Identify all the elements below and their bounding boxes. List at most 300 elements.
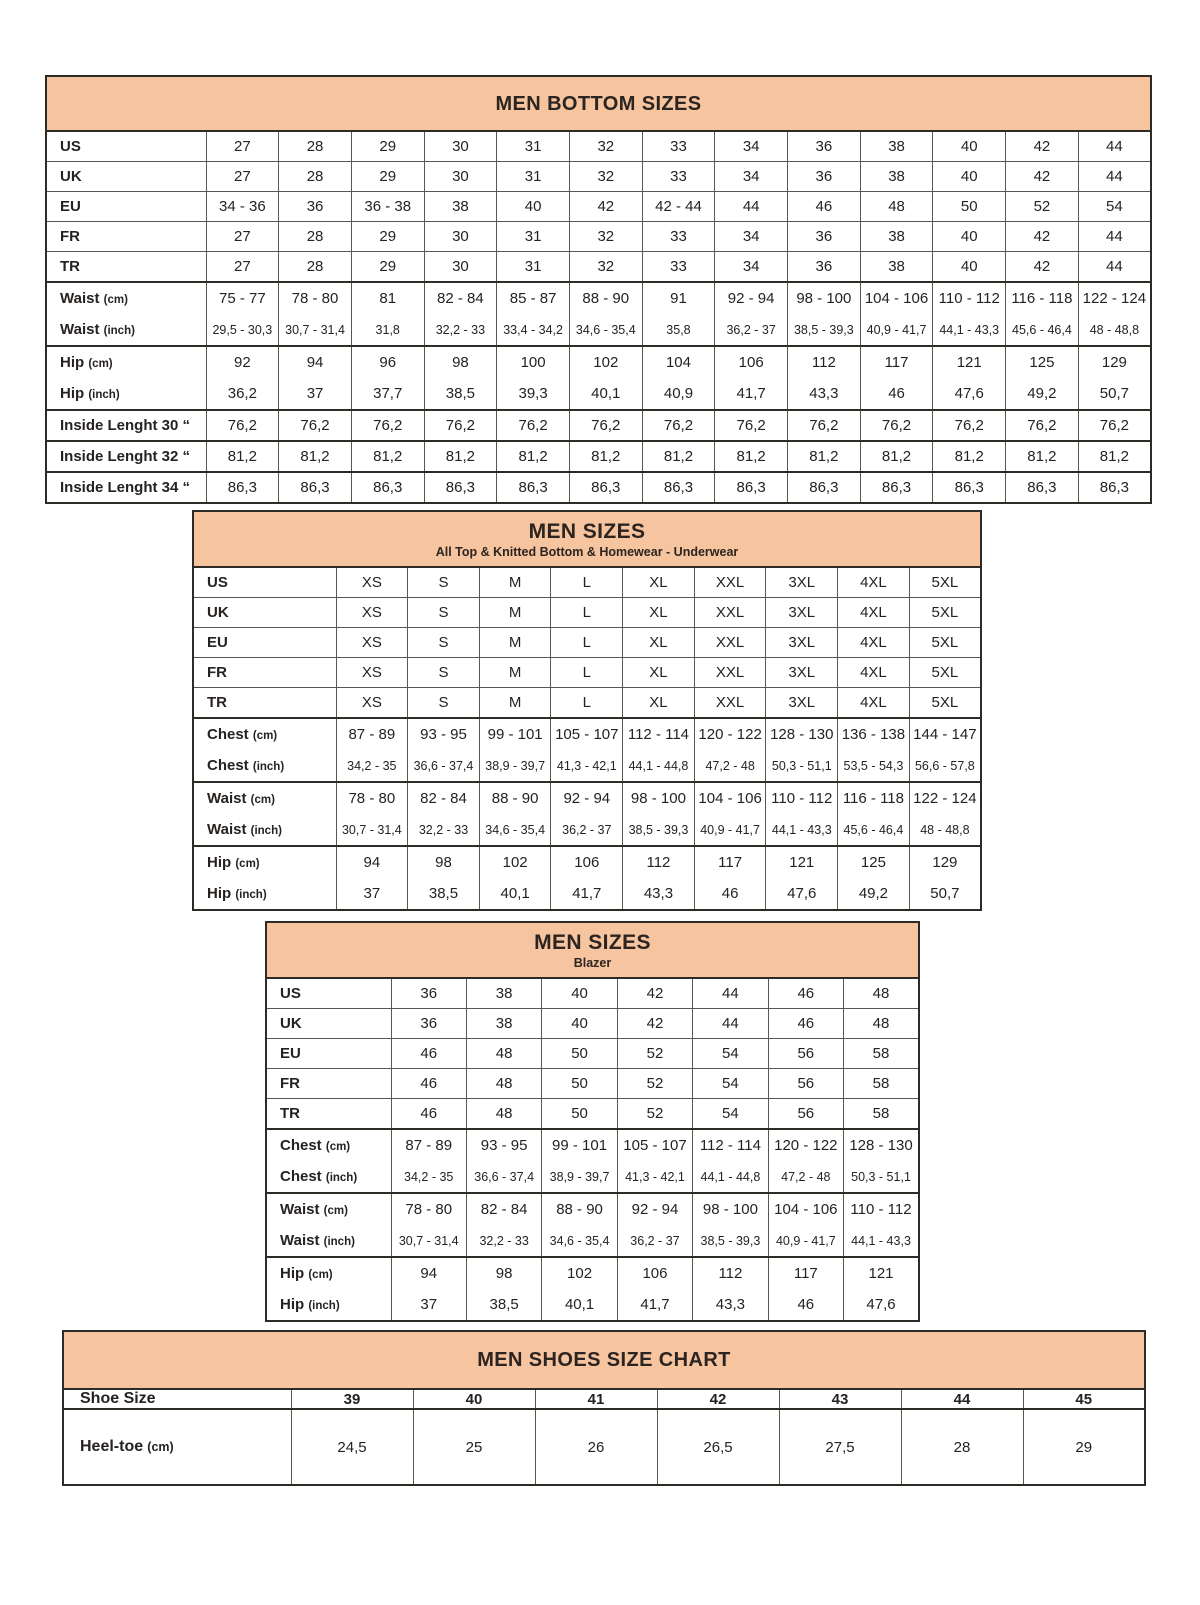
row-unit-label: (inch) xyxy=(88,389,120,401)
value-cell: 86,3 xyxy=(569,472,642,503)
value-cell: 81,2 xyxy=(788,441,861,472)
value-cell: 38,5 xyxy=(408,878,480,910)
table-row xyxy=(46,378,1151,410)
value-cell: 112 xyxy=(693,1257,768,1289)
value-cell: 81,2 xyxy=(933,441,1006,472)
value-cell: 5XL xyxy=(909,688,981,719)
value-cell: 44,1 - 43,3 xyxy=(766,814,838,846)
value-cell: 49,2 xyxy=(838,878,910,910)
value-cell: M xyxy=(479,598,551,628)
table-row xyxy=(193,718,981,750)
value-cell: 31 xyxy=(497,131,570,162)
value-cell: S xyxy=(408,628,480,658)
value-cell: 81,2 xyxy=(1078,441,1151,472)
value-cell: 76,2 xyxy=(497,410,570,441)
value-cell: 32 xyxy=(569,252,642,283)
value-cell: 35,8 xyxy=(642,314,715,346)
value-cell: 58 xyxy=(844,1099,919,1130)
row-label xyxy=(46,131,206,162)
value-cell: 75 - 77 xyxy=(206,282,279,314)
value-cell: 29 xyxy=(351,222,424,252)
value-cell: 32 xyxy=(569,131,642,162)
value-cell: 76,2 xyxy=(351,410,424,441)
row-label-text: US xyxy=(280,985,301,1002)
value-cell: 5XL xyxy=(909,598,981,628)
value-cell: 36,2 xyxy=(206,378,279,410)
value-cell: 117 xyxy=(860,346,933,378)
value-cell: 88 - 90 xyxy=(542,1193,617,1225)
value-cell: 44 xyxy=(1078,131,1151,162)
row-label-text: US xyxy=(60,138,81,155)
table-row xyxy=(266,1161,919,1193)
value-cell: 93 - 95 xyxy=(408,718,480,750)
value-cell: 40 xyxy=(413,1389,535,1409)
value-cell: 27 xyxy=(206,162,279,192)
row-label xyxy=(193,628,336,658)
value-cell: 40 xyxy=(542,978,617,1009)
row-label-text: TR xyxy=(280,1105,300,1122)
value-cell: 34,2 - 35 xyxy=(391,1161,466,1193)
value-cell: 30,7 - 31,4 xyxy=(336,814,408,846)
row-label-text: Hip xyxy=(280,1265,305,1282)
value-cell: XXL xyxy=(694,628,766,658)
men-sizes-blazer-table xyxy=(265,921,920,1322)
value-cell: 48 xyxy=(860,192,933,222)
value-cell: 100 xyxy=(497,346,570,378)
value-cell: XS xyxy=(336,567,408,598)
value-cell: 42 xyxy=(1006,252,1079,283)
value-cell: 36,6 - 37,4 xyxy=(466,1161,541,1193)
value-cell: 76,2 xyxy=(788,410,861,441)
table-row xyxy=(266,978,919,1009)
value-cell: 36 xyxy=(788,131,861,162)
value-cell: 30,7 - 31,4 xyxy=(391,1225,466,1257)
value-cell: S xyxy=(408,567,480,598)
value-cell: 27 xyxy=(206,222,279,252)
value-cell: 50 xyxy=(542,1069,617,1099)
row-label xyxy=(193,688,336,719)
value-cell: 37,7 xyxy=(351,378,424,410)
row-label xyxy=(46,252,206,283)
men-bottom-sizes-table xyxy=(45,75,1152,504)
value-cell: 50 xyxy=(933,192,1006,222)
value-cell: 104 - 106 xyxy=(768,1193,843,1225)
value-cell: M xyxy=(479,658,551,688)
value-cell: 32,2 - 33 xyxy=(424,314,497,346)
row-label xyxy=(266,1289,391,1321)
value-cell: 86,3 xyxy=(933,472,1006,503)
value-cell: 31 xyxy=(497,222,570,252)
row-label xyxy=(46,222,206,252)
value-cell: 46 xyxy=(694,878,766,910)
value-cell: 33 xyxy=(642,252,715,283)
value-cell: 81,2 xyxy=(642,441,715,472)
value-cell: 34 xyxy=(715,162,788,192)
row-label-text: Chest xyxy=(207,757,249,774)
value-cell: 43 xyxy=(779,1389,901,1409)
value-cell: 104 - 106 xyxy=(694,782,766,814)
value-cell: 29 xyxy=(351,252,424,283)
value-cell: 58 xyxy=(844,1069,919,1099)
value-cell: 34,6 - 35,4 xyxy=(542,1225,617,1257)
value-cell: L xyxy=(551,628,623,658)
row-label-text: FR xyxy=(60,228,80,245)
value-cell: 38 xyxy=(466,978,541,1009)
value-cell: 3XL xyxy=(766,628,838,658)
table-row xyxy=(46,192,1151,222)
value-cell: 41,7 xyxy=(715,378,788,410)
value-cell: L xyxy=(551,567,623,598)
table-row xyxy=(193,658,981,688)
value-cell: 4XL xyxy=(838,628,910,658)
row-label xyxy=(46,314,206,346)
row-unit-label: (cm) xyxy=(308,1269,333,1281)
value-cell: 37 xyxy=(279,378,352,410)
row-unit-label: (cm) xyxy=(103,294,128,306)
value-cell: 48 xyxy=(466,1069,541,1099)
value-cell: 125 xyxy=(838,846,910,878)
table-row xyxy=(266,1257,919,1289)
value-cell: 38,9 - 39,7 xyxy=(542,1161,617,1193)
value-cell: 76,2 xyxy=(279,410,352,441)
value-cell: 121 xyxy=(933,346,1006,378)
table-row xyxy=(193,567,981,598)
value-cell: 56 xyxy=(768,1099,843,1130)
table-row xyxy=(193,598,981,628)
value-cell: 42 xyxy=(1006,162,1079,192)
value-cell: 31,8 xyxy=(351,314,424,346)
value-cell: 128 - 130 xyxy=(766,718,838,750)
value-cell: 81,2 xyxy=(206,441,279,472)
value-cell: 33 xyxy=(642,131,715,162)
value-cell: 54 xyxy=(1078,192,1151,222)
value-cell: 48 xyxy=(844,978,919,1009)
row-label-text: UK xyxy=(60,168,82,185)
value-cell: 81,2 xyxy=(497,441,570,472)
value-cell: 38 xyxy=(860,222,933,252)
value-cell: 102 xyxy=(542,1257,617,1289)
value-cell: 86,3 xyxy=(860,472,933,503)
row-label-text: Inside Lenght 32 “ xyxy=(60,448,191,465)
row-label xyxy=(266,1039,391,1069)
row-label xyxy=(63,1389,291,1409)
value-cell: 78 - 80 xyxy=(279,282,352,314)
table-header-row xyxy=(46,76,1151,131)
value-cell: 3XL xyxy=(766,598,838,628)
value-cell: 91 xyxy=(642,282,715,314)
value-cell: 122 - 124 xyxy=(1078,282,1151,314)
table-title: MEN BOTTOM SIZES xyxy=(495,92,702,115)
value-cell: 36 xyxy=(788,252,861,283)
value-cell: 29 xyxy=(1023,1409,1145,1485)
value-cell: 44,1 - 43,3 xyxy=(844,1225,919,1257)
value-cell: 45 xyxy=(1023,1389,1145,1409)
value-cell: 28 xyxy=(279,252,352,283)
row-label xyxy=(46,282,206,314)
row-label-text: Shoe Size xyxy=(80,1390,156,1407)
value-cell: 81,2 xyxy=(860,441,933,472)
table-subtitle: All Top & Knitted Bottom & Homewear - Underwear xyxy=(435,545,739,560)
value-cell: 34 xyxy=(715,252,788,283)
value-cell: 110 - 112 xyxy=(933,282,1006,314)
value-cell: XS xyxy=(336,688,408,719)
value-cell: 40 xyxy=(933,222,1006,252)
value-cell: 112 - 114 xyxy=(623,718,695,750)
row-unit-label: (inch) xyxy=(235,889,267,901)
value-cell: 30 xyxy=(424,131,497,162)
value-cell: 82 - 84 xyxy=(424,282,497,314)
row-label xyxy=(266,1069,391,1099)
value-cell: 78 - 80 xyxy=(391,1193,466,1225)
value-cell: 49,2 xyxy=(1006,378,1079,410)
value-cell: 45,6 - 46,4 xyxy=(838,814,910,846)
value-cell: 28 xyxy=(279,162,352,192)
value-cell: 45,6 - 46,4 xyxy=(1006,314,1079,346)
value-cell: 81,2 xyxy=(1006,441,1079,472)
table-row xyxy=(266,1039,919,1069)
row-unit-label: (inch) xyxy=(250,825,282,837)
value-cell: 105 - 107 xyxy=(551,718,623,750)
value-cell: M xyxy=(479,628,551,658)
value-cell: 53,5 - 54,3 xyxy=(838,750,910,782)
row-label-text: Waist xyxy=(60,290,100,307)
row-label xyxy=(46,346,206,378)
value-cell: 50,7 xyxy=(909,878,981,910)
value-cell: 98 xyxy=(466,1257,541,1289)
value-cell: 81,2 xyxy=(351,441,424,472)
row-label xyxy=(46,378,206,410)
row-label-text: UK xyxy=(207,604,229,621)
value-cell: 36,2 - 37 xyxy=(551,814,623,846)
value-cell: 92 xyxy=(206,346,279,378)
value-cell: 42 xyxy=(1006,222,1079,252)
value-cell: 76,2 xyxy=(860,410,933,441)
value-cell: 43,3 xyxy=(693,1289,768,1321)
value-cell: 92 - 94 xyxy=(551,782,623,814)
value-cell: 27 xyxy=(206,131,279,162)
row-label-text: Hip xyxy=(60,385,85,402)
value-cell: 121 xyxy=(844,1257,919,1289)
value-cell: 44 xyxy=(901,1389,1023,1409)
row-label xyxy=(193,658,336,688)
value-cell: 24,5 xyxy=(291,1409,413,1485)
table-row xyxy=(46,410,1151,441)
value-cell: 29 xyxy=(351,131,424,162)
value-cell: 44 xyxy=(1078,252,1151,283)
row-label xyxy=(193,878,336,910)
row-unit-label: (inch) xyxy=(103,325,135,337)
value-cell: 30,7 - 31,4 xyxy=(279,314,352,346)
row-label-text: UK xyxy=(280,1015,302,1032)
value-cell: 86,3 xyxy=(1078,472,1151,503)
value-cell: 46 xyxy=(768,1289,843,1321)
value-cell: 40,9 - 41,7 xyxy=(860,314,933,346)
table-header xyxy=(63,1331,1145,1389)
value-cell: 106 xyxy=(551,846,623,878)
value-cell: 27,5 xyxy=(779,1409,901,1485)
value-cell: 46 xyxy=(768,978,843,1009)
value-cell: 41,7 xyxy=(551,878,623,910)
table-row xyxy=(266,1099,919,1130)
value-cell: 47,6 xyxy=(766,878,838,910)
value-cell: 30 xyxy=(424,162,497,192)
value-cell: 112 xyxy=(623,846,695,878)
value-cell: 36,2 - 37 xyxy=(617,1225,692,1257)
value-cell: 116 - 118 xyxy=(1006,282,1079,314)
value-cell: L xyxy=(551,688,623,719)
value-cell: 42 xyxy=(569,192,642,222)
value-cell: 50 xyxy=(542,1039,617,1069)
value-cell: 27 xyxy=(206,252,279,283)
row-label-text: EU xyxy=(207,634,228,651)
value-cell: XS xyxy=(336,628,408,658)
row-label xyxy=(266,1225,391,1257)
value-cell: 40 xyxy=(933,131,1006,162)
table-row xyxy=(46,314,1151,346)
table-title: MEN SIZES xyxy=(528,519,646,543)
row-label-text: Chest xyxy=(280,1137,322,1154)
table-row xyxy=(46,222,1151,252)
value-cell: 104 - 106 xyxy=(860,282,933,314)
value-cell: 40,1 xyxy=(479,878,551,910)
value-cell: 40 xyxy=(542,1009,617,1039)
value-cell: 40 xyxy=(497,192,570,222)
value-cell: 76,2 xyxy=(1078,410,1151,441)
value-cell: 129 xyxy=(909,846,981,878)
table-row xyxy=(266,1129,919,1161)
value-cell: 121 xyxy=(766,846,838,878)
value-cell: 32,2 - 33 xyxy=(408,814,480,846)
value-cell: 44 xyxy=(1078,222,1151,252)
value-cell: 26,5 xyxy=(657,1409,779,1485)
value-cell: 32 xyxy=(569,162,642,192)
row-unit-label: (inch) xyxy=(325,1172,358,1184)
value-cell: 50 xyxy=(542,1099,617,1130)
row-label xyxy=(266,1257,391,1289)
value-cell: XL xyxy=(623,598,695,628)
value-cell: 46 xyxy=(768,1009,843,1039)
value-cell: 82 - 84 xyxy=(408,782,480,814)
value-cell: 37 xyxy=(391,1289,466,1321)
table-row xyxy=(266,1289,919,1321)
value-cell: 96 xyxy=(351,346,424,378)
value-cell: 117 xyxy=(768,1257,843,1289)
value-cell: 104 xyxy=(642,346,715,378)
value-cell: M xyxy=(479,567,551,598)
value-cell: 86,3 xyxy=(642,472,715,503)
value-cell: XXL xyxy=(694,658,766,688)
value-cell: 42 - 44 xyxy=(642,192,715,222)
value-cell: 36 xyxy=(391,978,466,1009)
table-row xyxy=(193,750,981,782)
value-cell: 42 xyxy=(657,1389,779,1409)
row-unit-label: (cm) xyxy=(252,730,278,742)
value-cell: 5XL xyxy=(909,658,981,688)
row-label xyxy=(193,846,336,878)
row-label xyxy=(193,750,336,782)
value-cell: 144 - 147 xyxy=(909,718,981,750)
row-label-text: FR xyxy=(280,1075,300,1092)
row-label xyxy=(266,1193,391,1225)
value-cell: 99 - 101 xyxy=(479,718,551,750)
value-cell: 5XL xyxy=(909,628,981,658)
value-cell: 41,7 xyxy=(617,1289,692,1321)
value-cell: 38,9 - 39,7 xyxy=(479,750,551,782)
men-sizes-top-table xyxy=(192,510,982,911)
value-cell: 106 xyxy=(715,346,788,378)
value-cell: 42 xyxy=(1006,131,1079,162)
value-cell: 86,3 xyxy=(1006,472,1079,503)
value-cell: 33 xyxy=(642,162,715,192)
table-row xyxy=(193,628,981,658)
value-cell: XXL xyxy=(694,598,766,628)
row-label xyxy=(266,978,391,1009)
value-cell: 36 xyxy=(279,192,352,222)
value-cell: 86,3 xyxy=(497,472,570,503)
table-row xyxy=(46,441,1151,472)
value-cell: 38 xyxy=(466,1009,541,1039)
table-row xyxy=(266,1193,919,1225)
value-cell: 36 xyxy=(391,1009,466,1039)
table-header xyxy=(46,76,1151,131)
value-cell: 34,2 - 35 xyxy=(336,750,408,782)
value-cell: 4XL xyxy=(838,658,910,688)
value-cell: 93 - 95 xyxy=(466,1129,541,1161)
value-cell: 34 xyxy=(715,222,788,252)
value-cell: 87 - 89 xyxy=(336,718,408,750)
value-cell: 56,6 - 57,8 xyxy=(909,750,981,782)
value-cell: 34 - 36 xyxy=(206,192,279,222)
row-label-text: Chest xyxy=(280,1168,322,1185)
value-cell: 41 xyxy=(535,1389,657,1409)
value-cell: 52 xyxy=(617,1039,692,1069)
table-row xyxy=(193,878,981,910)
value-cell: 44,1 - 44,8 xyxy=(693,1161,768,1193)
table-row xyxy=(266,1225,919,1257)
value-cell: 47,6 xyxy=(933,378,1006,410)
row-label xyxy=(46,162,206,192)
value-cell: 36 xyxy=(788,222,861,252)
value-cell: 47,2 - 48 xyxy=(694,750,766,782)
row-label xyxy=(266,1129,391,1161)
value-cell: 52 xyxy=(617,1069,692,1099)
row-label xyxy=(46,410,206,441)
value-cell: 42 xyxy=(617,1009,692,1039)
value-cell: 98 xyxy=(424,346,497,378)
row-unit-label: (inch) xyxy=(323,1236,355,1248)
value-cell: 30 xyxy=(424,222,497,252)
row-label xyxy=(46,472,206,503)
row-label-text: Hip xyxy=(207,885,232,902)
table-subtitle: Blazer xyxy=(573,956,612,971)
value-cell: 40,9 - 41,7 xyxy=(694,814,766,846)
value-cell: 38,5 xyxy=(424,378,497,410)
value-cell: 56 xyxy=(768,1039,843,1069)
value-cell: 94 xyxy=(391,1257,466,1289)
value-cell: 58 xyxy=(844,1039,919,1069)
value-cell: 44,1 - 43,3 xyxy=(933,314,1006,346)
value-cell: 32,2 - 33 xyxy=(466,1225,541,1257)
value-cell: 81,2 xyxy=(715,441,788,472)
table-header-row xyxy=(193,511,981,567)
row-label-text: Waist xyxy=(207,790,247,807)
row-label-text: EU xyxy=(60,198,81,215)
value-cell: 40,1 xyxy=(569,378,642,410)
value-cell: 31 xyxy=(497,252,570,283)
value-cell: 37 xyxy=(336,878,408,910)
value-cell: 47,6 xyxy=(844,1289,919,1321)
value-cell: 33,4 - 34,2 xyxy=(497,314,570,346)
